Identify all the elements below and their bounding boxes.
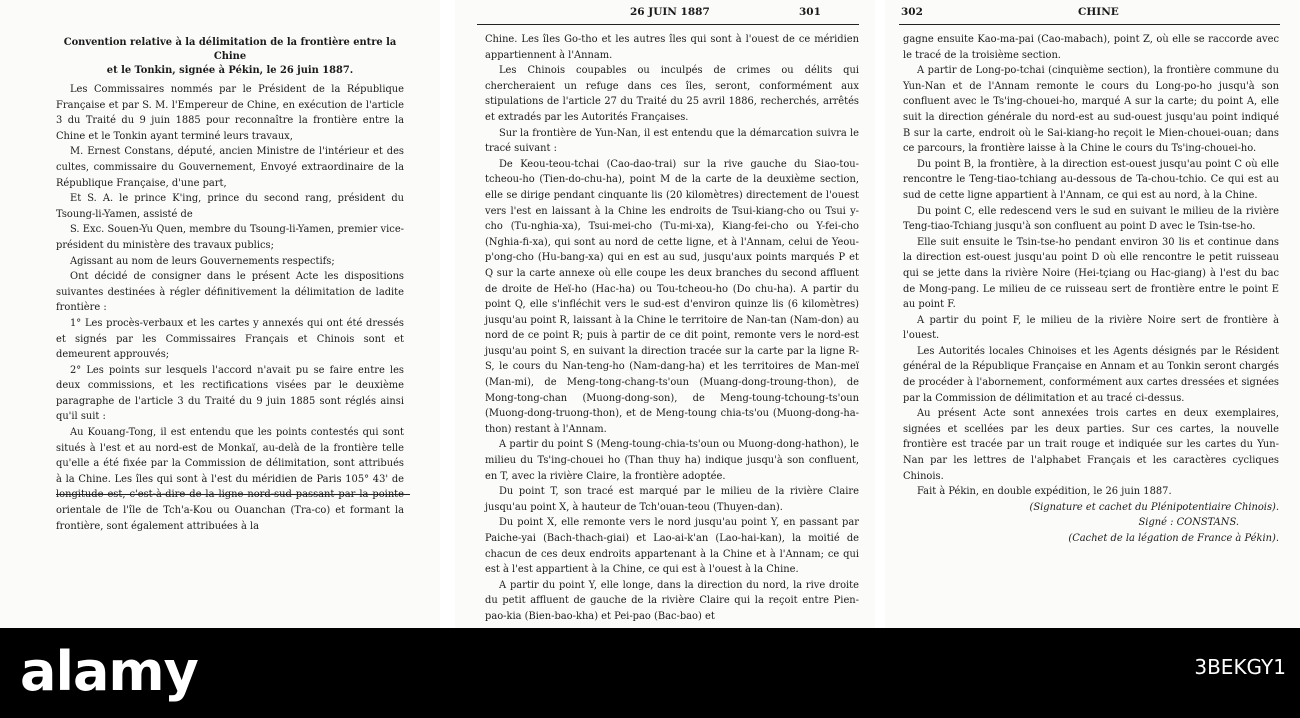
- paragraph: Ont décidé de consigner dans le présent Acte les dispositions suivantes destinées à régler définitivement la délimitation de ladite frontière :: [56, 271, 404, 314]
- running-header: [455, 6, 875, 22]
- running-header: [885, 6, 1300, 22]
- paragraph: Au présent Acte sont annexées trois cartes en deux exemplaires, signées et scellées par les deux parties. Sur ces cartes, la nouvelle frontière est tracée par un trait rouge et indiquée sur les cartes du Yun-Nan par les lettres de l'alphabet Français et les caractères cycliques Chinois.: [903, 408, 1279, 482]
- header-rule: [477, 24, 859, 25]
- page-right: [885, 0, 1300, 628]
- paragraph: Fait à Pékin, en double expédition, le 26 juin 1887.: [917, 486, 1172, 498]
- paragraph: Et S. A. le prince K'ing, prince du second rang, président du Tsoung-li-Yamen, assisté de: [56, 193, 404, 220]
- signed-text: Signé : CONSTANS.: [1138, 517, 1239, 529]
- signed-line: [903, 515, 1279, 531]
- page-gutter: [440, 0, 455, 628]
- title-line-1: Convention relative à la délimitation de la frontière entre la Chine: [63, 37, 397, 62]
- paragraph: Du point B, la frontière, à la direction est-ouest jusqu'au point C où elle rencontre le Teng-tiao-tchiang au-dessous de Ta-chou-tchio. Ce qui est au sud de cette ligne appartient à l'Annam, ce qui est au nord, à la Chine.: [903, 158, 1279, 201]
- page-middle: [455, 0, 875, 628]
- header-title: CHINE: [1078, 6, 1119, 18]
- seal-line: (Cachet de la légation de France à Pékin).: [1068, 533, 1279, 544]
- paragraph: S. Exc. Souen-Yu Quen, membre du Tsoung-li-Yamen, premier vice-président du ministère des travaux publics;: [56, 224, 404, 251]
- paragraph: Du point C, elle redescend vers le sud en suivant le milieu de la rivière Teng-tiao-Tchiang jusqu'à son confluent au point D avec le Tsin-tse-ho.: [903, 205, 1279, 233]
- header-date: 26 JUIN 1887: [630, 6, 710, 18]
- paragraph: M. Ernest Constans, député, ancien Ministre de l'intérieur et des cultes, commissaire du Gouvernement, Envoyé extraordinaire de la République Française, d'une part,: [56, 146, 404, 189]
- page-gutter: [875, 0, 885, 628]
- text-column-right: [903, 32, 1279, 547]
- paragraph: Les Chinois coupables ou inculpés de crimes ou délits qui chercheraient un refuge dans ces îles, seront, conformément aux stipulations de l'article 27 du Traité du 25 avril 1886, recherchés, arrêtés et extradés par les Autorités Françaises.: [485, 65, 859, 123]
- page-left: [0, 0, 440, 628]
- paragraph: Sur la frontière de Yun-Nan, il est entendu que la démarcation suivra le tracé suivant :: [485, 127, 859, 155]
- paragraph: Les Commissaires nommés par le Président de la République Française et par S. M. l'Empereur de Chine, en exécution de l'article 3 du Traité du 9 juin 1885 pour reconnaître la frontière entre la Chine et le Tonkin ayant terminé leurs travaux,: [56, 84, 404, 142]
- paragraph: Les Autorités locales Chinoises et les Agents désignés par le Résident général de la République Française en Annam et au Tonkin seront chargés de procéder à l'abornement, conformément aux cartes dressées et signées par la Commission de délimitation et au tracé ci-dessus.: [903, 345, 1279, 404]
- paragraph: A partir du point S (Meng-toung-chia-ts'oun ou Muong-dong-hathon), le milieu du Ts'ing-chouei ho (Than thuy ha) indique jusqu'à son confluent, en T, avec la rivière Claire, la frontière adoptée.: [485, 439, 859, 482]
- text-column-middle: [485, 32, 859, 625]
- paragraph: Au Kouang-Tong, il est entendu que les points contestés qui sont situés à l'est et au nord-est de Monkaï, au-delà de la frontière telle qu'elle a été fixée par la Commission de délimitation, sont attribués à la Chine. Les îles qui sont à l'est du méridien de Paris 105° 43' de longitude est, c'est-à-dire de la ligne nord-sud passant par la pointe orientale de l'île de Tch'a-Kou ou Ouanchan (Tra-co) et formant la frontière, sont également attribuées à la: [56, 427, 404, 532]
- paragraph: 2° Les points sur lesquels l'accord n'avait pu se faire entre les deux commissions, et les rectifications visées par le deuxième paragraphe de l'article 3 du Traité du 9 juin 1885 sont réglés ainsi qu'il suit :: [56, 364, 404, 423]
- image-id: 3BEKGY1: [1194, 655, 1286, 679]
- title-line-2: et le Tonkin, signée à Pékin, le 26 juin 1887.: [106, 65, 354, 76]
- header-rule: [899, 24, 1280, 25]
- paragraph: A partir de Long-po-tchai (cinquième section), la frontière commune du Yun-Nan et de l'Annam remonte le cours du Long-po-ho jusqu'à son confluent avec le Ts'ing-chouei-ho, marqué A sur la carte; du point A, elle suit la direction générale du nord-est au sud-ouest jusqu'au point indiqué B sur la carte, endroit où le Sai-kiang-ho reçoit le Mien-chouei-ouan; dans ce parcours, la frontière laisse à la Chine le cours du Ts'ing-chouei-ho.: [903, 65, 1279, 155]
- paragraph: Elle suit ensuite le Tsin-tse-ho pendant environ 30 lis et continue dans la direction est-ouest jusqu'au point D où elle rencontre le petit ruisseau qui se jette dans la rivière Noire (Hei-tçiang ou Hac-giang) à l'est du bac de Mong-pang. Le milieu de ce ruisseau sert de frontière entre le point E au point F.: [903, 236, 1279, 311]
- paragraph: gagne ensuite Kao-ma-pai (Cao-mabach), point Z, où elle se raccorde avec le tracé de la troisième section.: [903, 34, 1279, 61]
- paragraph: Du point X, elle remonte vers le nord jusqu'au point Y, en passant par Paiche-yai (Bach-thach-giai) et Lao-ai-k'an (Lao-hai-kan), la moitié de chacun de ces deux endroits appartenant à la Chine et à l'Annam; ce qui est à l'est appartient à la Chine, ce qui est à l'ouest à la Chine.: [485, 517, 859, 576]
- header-page-number: 301: [799, 6, 821, 18]
- paragraph: A partir du point Y, elle longe, dans la direction du nord, la rive droite du petit affluent de gauche de la rivière Claire qui la reçoit entre Pien-pao-kia (Bien-bao-kha) et Pei-pao (Bac-bao) et: [485, 579, 859, 622]
- signature-line: (Signature et cachet du Plénipotentiaire Chinois).: [1029, 501, 1279, 513]
- section-divider: [56, 494, 410, 495]
- convention-title: [56, 36, 404, 78]
- paragraph: A partir du point F, le milieu de la rivière Noire sert de frontière à l'ouest.: [903, 314, 1279, 342]
- text-column-left: [56, 36, 404, 534]
- paragraph: Chine. Les îles Go-tho et les autres îles qui sont à l'ouest de ce méridien appartiennent à l'Annam.: [485, 34, 859, 61]
- paragraph: Du point T, son tracé est marqué par le milieu de la rivière Claire jusqu'au point X, à hauteur de Tch'ouan-teou (Thuyen-dan).: [485, 486, 859, 513]
- paragraph: Agissant au nom de leurs Gouvernements respectifs;: [70, 255, 335, 267]
- paragraph: 1° Les procès-verbaux et les cartes y annexés qui ont été dressés et signés par les Commissaires Français et Chinois sont et demeurent approuvés;: [56, 317, 404, 361]
- alamy-logo: alamy: [20, 640, 198, 703]
- paragraph: De Keou-teou-tchai (Cao-dao-trai) sur la rive gauche du Siao-tou-tcheou-ho (Tien-do-chu-ha), point M de la carte de la deuxième section, elle se dirige pendant cinquante lis (20 kilomètres) directement de l'ouest vers l'est en laissant à la Chine les endroits de Tsui-kiang-cho ou Tsui y-cho (Tu-nghia-xa), Tsui-mei-cho (Tu-mi-xa), Kiang-fei-cho ou Y-fei-cho (Nghia-fi-xa), qui sont au nord de cette ligne, et à l'Annam, celui de Yeou-p'ong-cho (Hu-bang-xa) qui en est au sud, jusqu'aux points marqués P et Q sur la carte annexe où elle coupe les deux branches du second affluent de droite de Heï-ho (Hac-ha) ou Tou-tcheou-ho (Do chu-ha). A partir du point Q, elle s'infléchit vers le sud-est d'environ quinze lis (6 kilomètres) jusqu'au point R, laissant à la Chine le territoire de Nan-tan (Nam-don) au nord de ce point R; puis à partir de ce dit point, remonte vers le nord-est jusqu'au point S, en suivant la direction tracée sur la carte par la ligne R-S, le cours du Nan-teng-ho (Nam-dang-ha) et les territoires de Man-meï (Man-mi), de Meng-tong-chang-ts'oun (Muang-dong-troung-thon), de Mong-tong-chan (Muong-dong-son), de Meng-toung-tchoung-ts'oun (Muong-dong-truong-thon), et de Meng-toung chia-ts'ou (Muong-dong-ha-thon) restant à l'Annam.: [485, 158, 859, 435]
- header-page-number: 302: [901, 6, 923, 18]
